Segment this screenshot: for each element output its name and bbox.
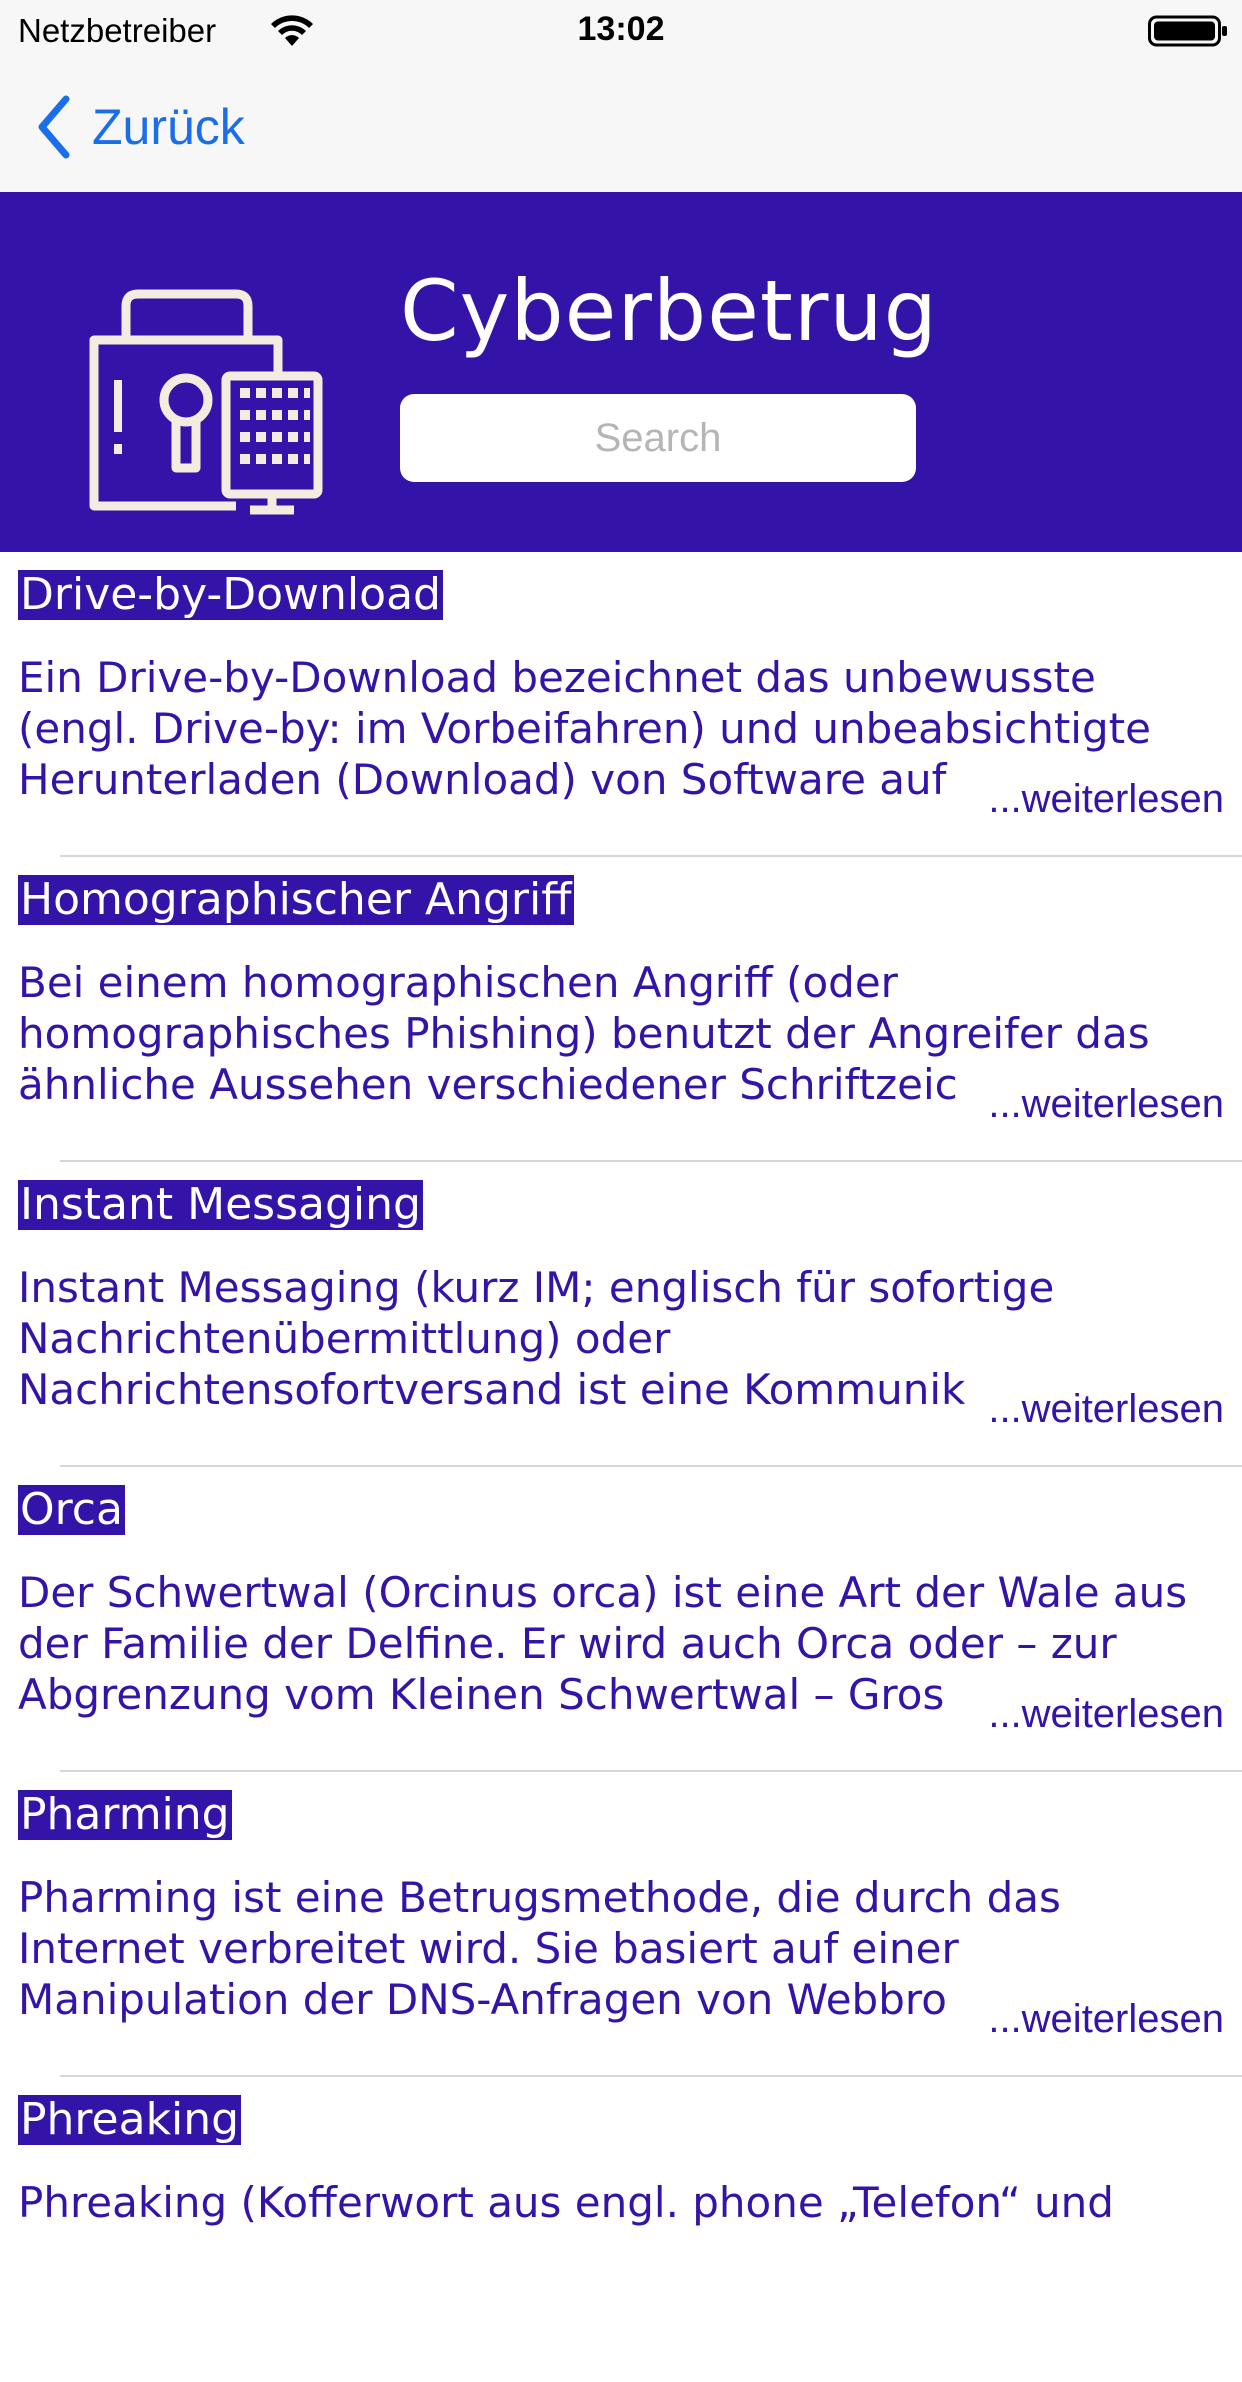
read-more-link[interactable]: ...weiterlesen xyxy=(984,1689,1224,1739)
search-input[interactable] xyxy=(400,394,916,482)
status-time: 13:02 xyxy=(577,10,665,48)
page-title: Cyberbetrug xyxy=(400,262,938,360)
back-button[interactable] xyxy=(34,92,245,162)
list-item[interactable] xyxy=(0,2077,1242,2382)
entry-title: Pharming xyxy=(20,1789,230,1840)
read-more-link[interactable]: ...weiterlesen xyxy=(984,1079,1224,1129)
entry-excerpt: Instant Messaging (kurz IM; englisch für sofortige Nachrichtenübermittlung) oder Nachrichtensofortversand ist eine Kommunik xyxy=(18,1263,1055,1414)
entry-title: Orca xyxy=(20,1484,123,1535)
entry-excerpt: Der Schwertwal (Orcinus orca) ist eine Art der Wale aus der Familie der Delfine. Er wird auch Orca oder – zur Abgrenzung vom Kleinen Schwertwal – Gros xyxy=(18,1568,1188,1719)
navigation-bar xyxy=(0,62,1242,192)
back-label: Zurück xyxy=(92,99,245,155)
entry-excerpt: Ein Drive-by-Download bezeichnet das unbewusste (engl. Drive-by: im Vorbeifahren) und unbeabsichtigte Herunterladen (Download) von Software auf xyxy=(18,653,1151,804)
lock-server-icon xyxy=(86,280,326,520)
entry-list xyxy=(0,552,1242,2382)
list-item[interactable] xyxy=(0,857,1242,1162)
list-item[interactable] xyxy=(0,1772,1242,2077)
entry-excerpt: Phreaking (Kofferwort aus engl. phone „Telefon“ und xyxy=(18,2178,1114,2227)
category-header xyxy=(0,192,1242,552)
read-more-link[interactable]: ...weiterlesen xyxy=(984,1384,1224,1434)
entry-title: Drive-by-Download xyxy=(20,569,441,620)
list-item[interactable] xyxy=(0,552,1242,857)
entry-title: Phreaking xyxy=(20,2094,240,2145)
entry-title: Homographischer Angriff xyxy=(20,874,572,925)
entry-excerpt: Pharming ist eine Betrugsmethode, die durch das Internet verbreitet wird. Sie basiert auf einer Manipulation der DNS-Anfragen von Webbro xyxy=(18,1873,1061,2024)
read-more-link[interactable]: ...weiterlesen xyxy=(984,1994,1224,2044)
chevron-left-icon xyxy=(34,95,74,159)
list-item[interactable] xyxy=(0,1467,1242,1772)
entry-title: Instant Messaging xyxy=(20,1179,421,1230)
list-item[interactable] xyxy=(0,1162,1242,1467)
battery-icon xyxy=(1148,14,1228,48)
entry-excerpt: Bei einem homographischen Angriff (oder homographisches Phishing) benutzt der Angreifer das ähnliche Aussehen verschiedener Schriftzeic xyxy=(18,958,1150,1109)
status-bar xyxy=(0,0,1242,62)
read-more-link[interactable]: ...weiterlesen xyxy=(984,774,1224,824)
carrier-label: Netzbetreiber xyxy=(18,12,217,49)
